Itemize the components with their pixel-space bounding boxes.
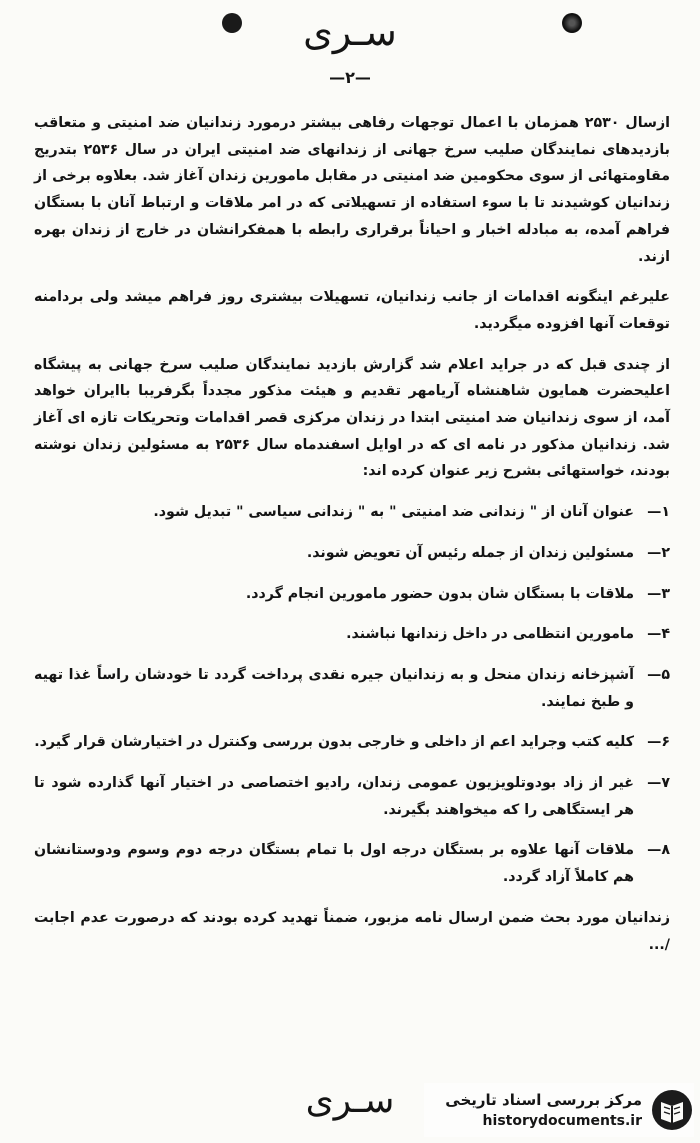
demand-item-5 <box>34 662 670 715</box>
book-emblem-icon <box>650 1088 694 1132</box>
watermark-name: مرکز بررسی اسناد تاریخی <box>445 1091 642 1109</box>
demand-text: مسئولین زندان از جمله رئیس آن تعویض شوند. <box>306 544 634 561</box>
demand-text: ملاقات با بستگان شان بدون حضور مامورین انجام گردد. <box>245 585 634 602</box>
demand-item-1 <box>34 499 670 526</box>
page-number: —۲— <box>329 68 371 87</box>
watermark-url[interactable]: historydocuments.ir <box>482 1113 642 1129</box>
paragraph-2: علیرغم اینگونه اقدامات از جانب زندانیان، تسهیلات بیشتری روز فراهم میشد ولی بردامنه توقعات آنها افزوده میگردید. <box>34 289 670 332</box>
demand-number: ۳— <box>647 585 670 602</box>
demand-text: غیر از زاد بودوتلویزیون عمومی زندان، رادیو اختصاصی در اختیار آنها گذارده شود تا هر ایستگاهی را که میخواهند بگیرند. <box>34 775 634 818</box>
demand-text: مامورین انتظامی در داخل زندانها نباشند. <box>346 626 634 643</box>
paragraph-1: ازسال ۲۵۳۰ همزمان با اعمال توجهات رفاهی بیشتر درمورد زندانیان ضد امنیتی و متعاقب بازدیدهای نمایندگان صلیب سرخ جهانی از زندانهای ضد امنیتی ایران در سال ۲۵۳۶ بتدریج مقاومتهائی از سوی محکومین ضد امنیتی در مقابل مامورین زندان آغاز شد. بعلاوه برخی از زندانیان کوشیدند تا با سوء استفاده از تسهیلاتی که در امر ملاقات و ارتباط آنان با بستگان فراهم آمده، به مبادله اخبار و احیاناً برقراری رابطه با همفکرانشان در خارج از زندان بهره ازند. <box>34 115 670 265</box>
classification-footer: سـری <box>305 1080 395 1121</box>
demand-number: ۸— <box>647 842 670 859</box>
demand-number: ۴— <box>647 626 670 643</box>
watermark-logo[interactable] <box>424 1083 694 1137</box>
document-body <box>34 110 670 972</box>
demand-text: عنوان آنان از " زندانی ضد امنیتی " به " زندانی سیاسی " تبدیل شود. <box>153 504 634 521</box>
demand-text: کلیه کتب وجراید اعم از داخلی و خارجی بدون بررسی وکنترل در اختیارشان قرار گیرد. <box>34 734 634 751</box>
demand-number: ۵— <box>647 666 670 683</box>
demand-item-3 <box>34 581 670 608</box>
watermark-text <box>445 1089 642 1131</box>
demand-item-8 <box>34 837 670 890</box>
demand-item-6 <box>34 729 670 756</box>
paragraph-3: از چندی قبل که در جراید اعلام شد گزارش بازدید نمایندگان صلیب سرخ جهانی به پیشگاه اعلیحضرت همایون شاهنشاه آریامهر تقدیم و هیئت مذکور مجدداً بگرفریبا باایران خواهد آمد، از سوی زندانیان ضد امنیتی ابتدا در زندان مرکزی قصر اقدامات وتحریکات تازه ای آغاز شد. زندانیان مذکور در نامه ای که در اوایل اسفندماه سال ۲۵۳۶ به مسئولین زندان نوشته بودند، خواستهائی بشرح زیر عنوان کرده اند: <box>34 356 670 480</box>
closing-paragraph: زندانیان مورد بحث ضمن ارسال نامه مزبور، ضمناً تهدید کرده بودند که درصورت عدم اجابت /... <box>34 909 670 953</box>
demand-text: ملاقات آنها علاوه بر بستگان درجه اول با تمام بستگان درجه دوم وسوم ودوستانشان هم کاملاً آزاد گردد. <box>34 842 634 886</box>
demand-number: ۶— <box>647 734 670 751</box>
demand-text: آشپزخانه زندان منحل و به زندانیان جیره نقدی پرداخت گردد تا خودشان راساً غذا تهیه و طبخ نمایند. <box>34 666 634 710</box>
demand-number: ۲— <box>647 544 670 561</box>
demand-item-2 <box>34 540 670 567</box>
demand-number: ۱— <box>647 504 670 521</box>
demand-item-4 <box>34 621 670 648</box>
demand-item-7 <box>34 770 670 823</box>
demand-number: ۷— <box>647 775 670 792</box>
classification-header: سـری <box>303 10 397 54</box>
